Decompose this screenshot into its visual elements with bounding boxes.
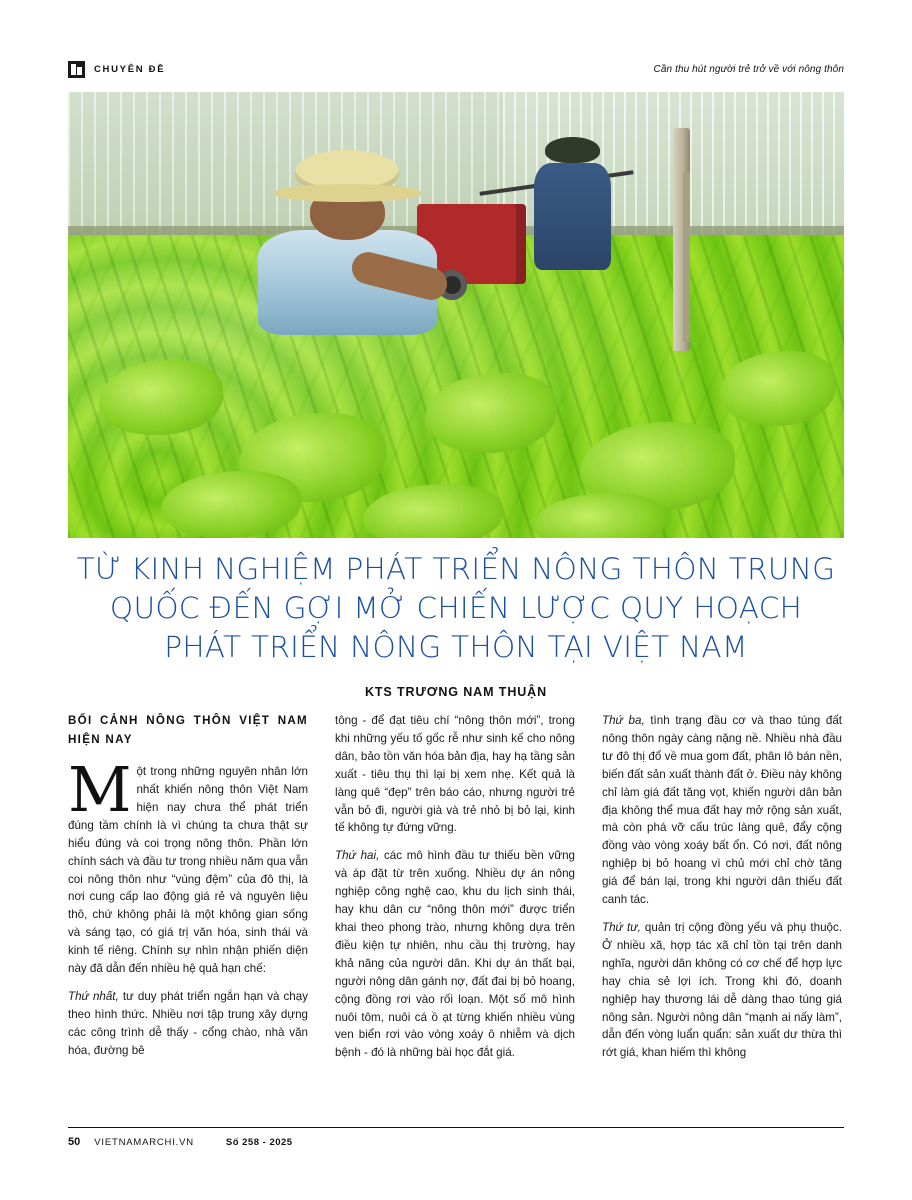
footer-site: VIETNAMARCHI.VN [94,1136,194,1148]
paragraph-text: quản trị cộng đồng yếu và phụ thuộc. Ở nhiều xã, hợp tác xã chỉ tồn tại trên danh nghĩa, người dân không có cơ chế để hợp lực hay chia sẻ lợi ích. Trong khi đó, doanh nghiệp hay thương lái dễ dàng thao túng giá nông sản. Người nông dân “mạnh ai nấy làm”, dẫn đến vòng luẩn quẩn: sản xuất dư thừa thì rớt giá, khan hiếm thì không [602,920,843,1060]
paragraph-lead-in: Thứ hai, [335,849,380,863]
page-title: TỪ KINH NGHIỆM PHÁT TRIỂN NÔNG THÔN TRUNG QUỐC ĐẾN GỢI MỞ CHIẾN LƯỢC QUY HOẠCH PHÁT TRIỂN NÔNG THÔN TẠI VIỆT NAM [76,552,836,665]
photo-fence-post-secondary [683,172,690,341]
paragraph [602,919,842,1062]
paragraph [68,988,308,1060]
paragraph [335,847,575,1062]
paragraph-lead-in: Thứ tư, [602,920,641,934]
photo-foreground-farmer [254,150,440,351]
running-head: Cần thu hút người trẻ trở về với nông thôn [653,63,844,75]
farmer-in-vegetable-field-photo [68,92,844,538]
vietnam-architecture-logo-icon [68,61,85,78]
paragraph-text: tư duy phát triển ngắn hạn và chạy theo hình thức. Nhiều nơi tập trung xây dựng các công trình dễ thấy - cổng chào, nhà văn hóa, đường bê [68,989,309,1057]
photo-background-farmer-body [534,163,612,270]
body-subhead: BỐI CẢNH NÔNG THÔN VIỆT NAM HIỆN NAY [68,714,308,746]
header-left [68,61,165,78]
footer-issue: Số 258 - 2025 [225,1136,293,1148]
page-number: 50 [68,1136,81,1148]
paragraph-text: ột trong những nguyên nhân lớn nhất khiến nông thôn Việt Nam hiện nay chưa thể phát triển đúng tầm chính là vì chúng ta chưa thật sự hiểu đúng và coi trọng nông thôn. Phần lớn chính sách và đầu tư trong nhiều năm qua vẫn coi nông thôn như “vùng đệm” của đô thị, là nơi cung cấp lao động giá rẻ và nguyên liệu thô, chứ không phải là một không gian sống và sáng tạo, có giá trị văn hóa, sinh thái và kinh tế riêng. Chính sự nhìn nhận phiến diện này đã dẫn đến nhiều hệ quả hạn chế: [68,765,308,976]
body-column-1 [68,712,308,1116]
photo-farmer-hat-brim [273,184,422,202]
paragraph [602,712,842,909]
paragraph-text: tình trạng đầu cơ và thao túng đất nông thôn ngày càng nặng nề. Nhiều nhà đầu tư đô thị đổ về mua gom đất, phân lô bán nền, biến đất sản xuất thành đất ở. Điều này không chỉ làm giá đất tăng vọt, khiến người dân bản địa không thể mua đất hay mở rộng sản xuất, mà còn phá vỡ cấu trúc làng quê, đẩy cộng đồng vào vòng xoáy bất ổn. Có nơi, đất nông nghiệp bị bỏ hoang vì chủ mới chỉ chờ tăng giá để bán lại, trong khi người dân thiếu đất canh tác. [602,714,842,907]
photo-background-farmer [534,137,612,271]
paragraph-text: tông - để đạt tiêu chí “nông thôn mới”, trong khi những yếu tố gốc rễ như sinh kế cho nông dân, bảo tồn văn hóa bản địa, hay hạ tầng sản xuất - tiêu thụ thì lại bị xem nhẹ. Kết quả là làng quê “đẹp” trên báo cáo, nhưng người trẻ vẫn bỏ đi, người già và trẻ nhỏ bị bỏ lại, kinh tế không tự đứng vững. [335,714,575,835]
drop-cap: M [68,753,132,827]
footer-divider [68,1127,844,1128]
article-byline: KTS TRƯƠNG NAM THUẬN [364,684,548,699]
body-column-3 [602,712,842,1116]
body-column-2 [335,712,575,1116]
paragraph-lead-in: Thứ ba, [602,714,645,727]
paragraph-lead-in: Thứ nhất, [68,989,119,1003]
paragraph [335,712,575,837]
section-label: CHUYÊN ĐỀ [94,63,166,75]
page-footer [68,1136,293,1148]
paragraph-text: các mô hình đầu tư thiếu bền vững và áp đặt từ trên xuống. Nhiều dự án nông nghiệp công nghệ cao, khu du lịch sinh thái, hay khu dân cư “nông thôn mới” được triển khai theo phong trào, nhưng không dựa trên điều kiện tự nhiên, nhu cầu thị trường, hay khả năng của người dân. Khi dự án thất bại, người nông dân gánh nợ, đất đai bị bỏ hoang, cộng đồng rơi vào rối loạn. Một số mô hình nuôi tôm, nuôi cá ồ ạt từng khiến nhiều vùng ven biển rơi vào vòng xoáy ô nhiễm và dịch bệnh - đó là những bài học đắt giá. [335,849,576,1060]
photo-background-farmer-hat [545,137,599,164]
page-header [68,58,844,80]
article-title-block [68,550,844,699]
article-body [68,712,844,1116]
paragraph [68,753,308,978]
